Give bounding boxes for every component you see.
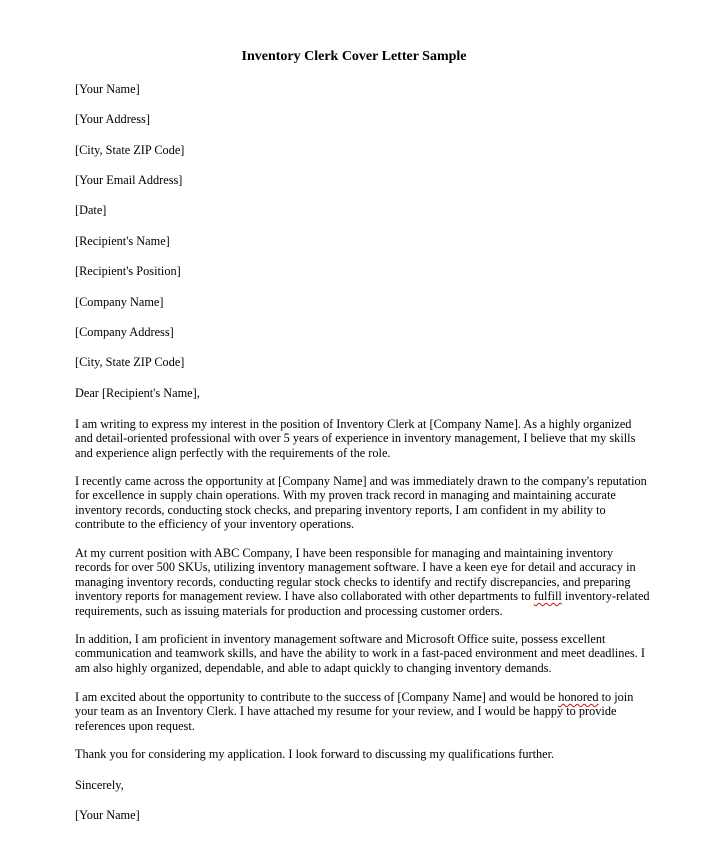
text-run: inventory-related bbox=[561, 589, 650, 604]
paragraph-line: At my current position with ABC Company, I have been responsible for managing and maintaining inventory bbox=[75, 546, 614, 560]
signature-name: [Your Name] bbox=[75, 808, 140, 822]
paragraph-line: references upon request. bbox=[75, 718, 195, 733]
paragraph-line: for excellence in supply chain operations. With my proven track record in managing and maintaining accurate bbox=[75, 488, 616, 503]
paragraph-line bbox=[75, 690, 641, 704]
text-run: to join bbox=[598, 690, 634, 704]
paragraph-line: inventory records, conducting stock checks, and preparing inventory reports, I am confident in my ability to bbox=[75, 502, 606, 517]
spellcheck-flagged-word[interactable]: fulfill bbox=[533, 589, 562, 604]
paragraph-line: records for over 500 SKUs, utilizing inventory management software. I have a keen eye for detail and accuracy in bbox=[75, 560, 636, 575]
body-paragraph-6: Thank you for considering my application. I look forward to discussing my qualifications further. bbox=[75, 747, 555, 761]
paragraph-line: and experience align perfectly with the requirements of the role. bbox=[75, 445, 391, 460]
body-paragraph-2 bbox=[75, 474, 647, 532]
recipient-position: [Recipient's Position] bbox=[75, 264, 181, 278]
sender-email: [Your Email Address] bbox=[75, 173, 183, 187]
document-title: Inventory Clerk Cover Letter Sample bbox=[241, 49, 467, 64]
paragraph-line: communication and teamwork skills, and have the ability to work in a fast-paced environment and meet deadlines. I bbox=[75, 646, 645, 661]
letter-date: [Date] bbox=[75, 203, 107, 217]
paragraph-line: managing inventory records, conducting regular stock checks to identify and rectify discrepancies, and preparing bbox=[75, 574, 631, 589]
paragraph-line bbox=[75, 589, 650, 604]
sender-city-state-zip: [City, State ZIP Code] bbox=[75, 143, 185, 157]
spellcheck-flagged-word[interactable]: honored bbox=[558, 690, 599, 704]
recipient-city-state-zip: [City, State ZIP Code] bbox=[75, 355, 185, 369]
body-paragraph-4 bbox=[75, 632, 645, 675]
text-run: I am excited about the opportunity to contribute to the success of [Company Name] and would be bbox=[75, 690, 559, 704]
paragraph-line: and detail-oriented professional with over 5 years of experience in inventory management, I believe that my skills bbox=[75, 431, 636, 446]
paragraph-line: contribute to the efficiency of your inventory operations. bbox=[75, 517, 355, 532]
paragraph-line: am also highly organized, dependable, and able to adapt quickly to changing inventory demands. bbox=[75, 660, 552, 675]
sender-name: [Your Name] bbox=[75, 82, 140, 96]
sender-address: [Your Address] bbox=[75, 112, 150, 126]
body-paragraph-3 bbox=[75, 546, 650, 618]
paragraph-line: requirements, such as issuing materials for production and processing customer orders. bbox=[75, 603, 503, 618]
closing: Sincerely, bbox=[75, 778, 124, 792]
body-paragraph-1 bbox=[75, 417, 641, 460]
paragraph-line: your team as an Inventory Clerk. I have attached my resume for your review, and I would be happy to provide bbox=[75, 704, 617, 719]
salutation: Dear [Recipient's Name], bbox=[75, 386, 200, 400]
paragraph-line: In addition, I am proficient in inventory management software and Microsoft Office suite, possess excellent bbox=[75, 632, 606, 646]
recipient-name: [Recipient's Name] bbox=[75, 234, 170, 248]
text-run: inventory reports for management review. I have also collaborated with other departments to bbox=[75, 589, 534, 604]
body-paragraph-5 bbox=[75, 690, 641, 733]
recipient-company: [Company Name] bbox=[75, 295, 164, 309]
paragraph-line: I recently came across the opportunity at [Company Name] and was immediately drawn to the company's reputation bbox=[75, 474, 647, 488]
paragraph-line: I am writing to express my interest in the position of Inventory Clerk at [Company Name]. As a highly organized bbox=[75, 417, 632, 431]
recipient-company-address: [Company Address] bbox=[75, 325, 174, 339]
